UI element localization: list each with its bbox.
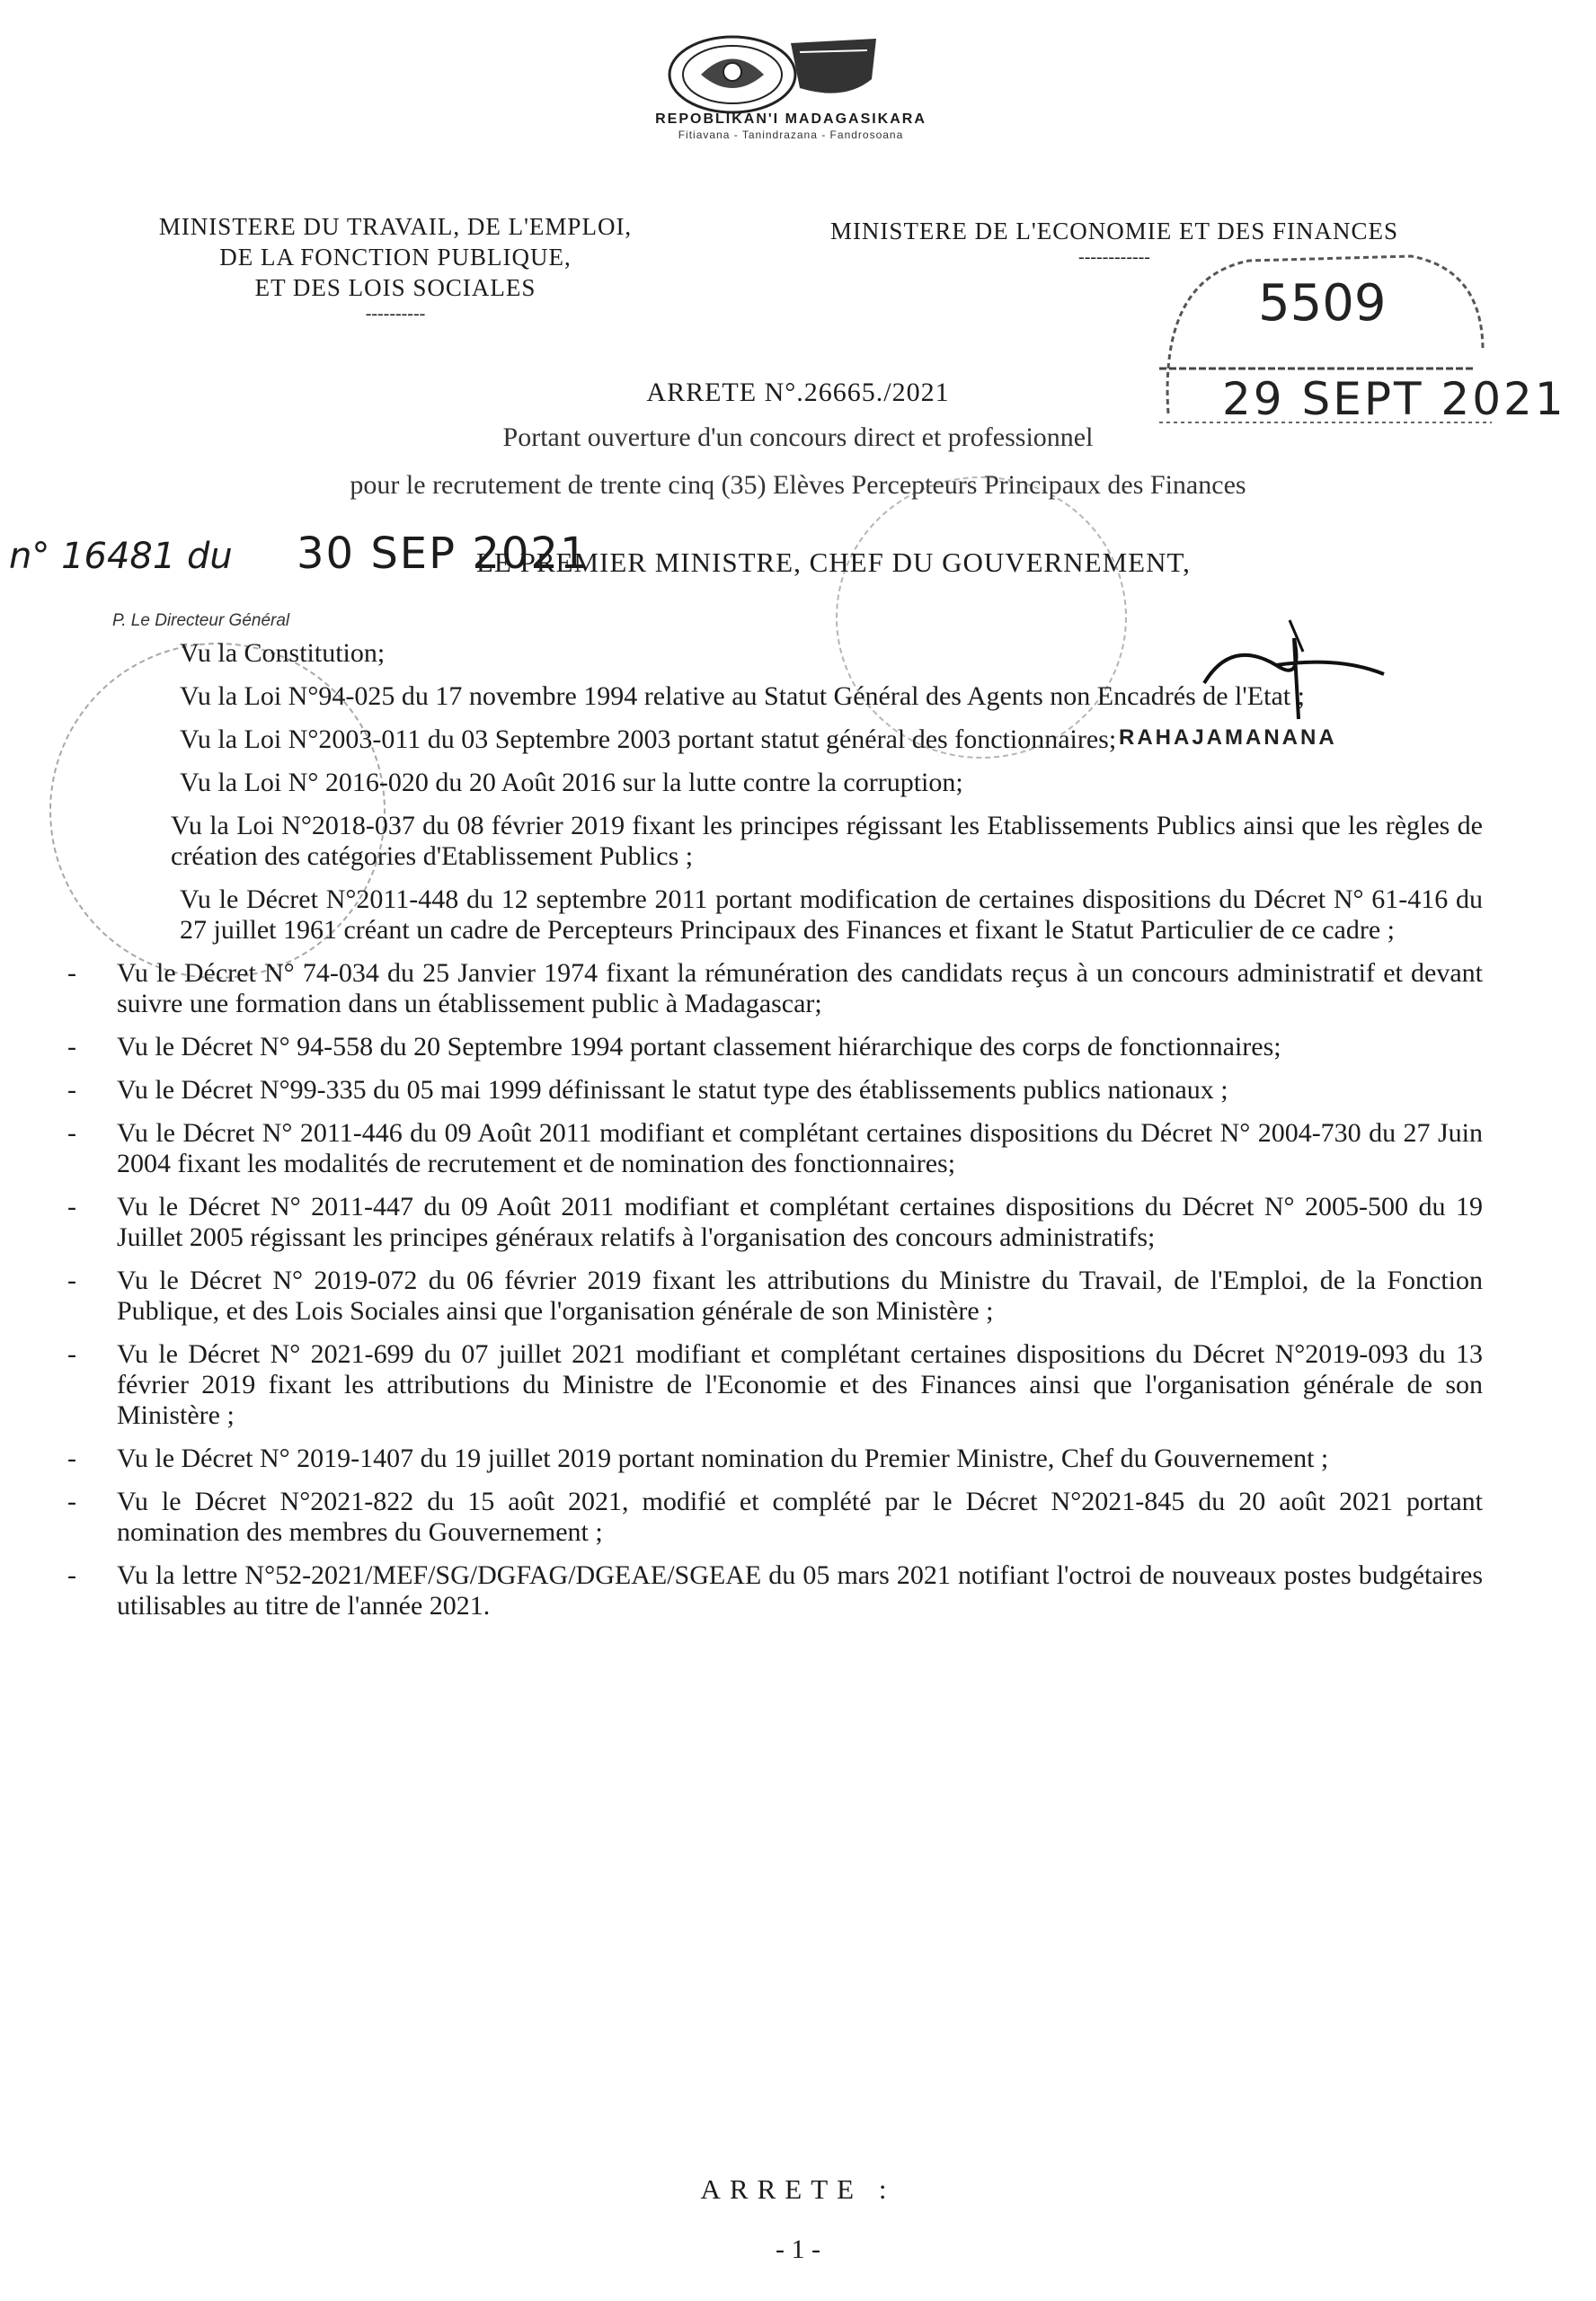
considerant-item: - Vu le Décret N° 2011-446 du 09 Août 2011 modifiant et complétant certaines dispositions du Décret N° 2004-730 du 27 Juin 2004 fixant les modalités de recrutement et de nomination des fonctionnaires; <box>117 1118 1483 1179</box>
republic-name: REPOBLIKAN'I MADAGASIKARA <box>655 111 927 127</box>
republic-motto: Fitiavana - Tanindrazana - Fandrosoana <box>678 129 904 141</box>
considerant-item: - Vu le Décret N° 2019-1407 du 19 juillet 2019 portant nomination du Premier Ministre, Chef du Gouvernement ; <box>117 1444 1483 1474</box>
considerants-list <box>117 638 1483 1634</box>
considerant-item: Vu la Loi N°2003-011 du 03 Septembre 2003 portant statut général des fonctionnaires; <box>180 724 1117 754</box>
arrete-heading: ARRETE : <box>700 2173 896 2205</box>
considerant-item: - Vu la lettre N°52-2021/MEF/SG/DGFAG/DGEAE/SGEAE du 05 mars 2021 notifiant l'octroi de nouveaux postes budgétaires utilisables au titre de l'année 2021. <box>117 1560 1483 1621</box>
registration-number: n° 16481 du <box>9 536 233 577</box>
director-label: P. Le Directeur Général <box>112 611 290 630</box>
ministry-right-line: MINISTERE DE L'ECONOMIE ET DES FINANCES <box>829 218 1399 244</box>
ministry-left-line: ET DES LOIS SOCIALES <box>254 274 536 301</box>
ministry-left-line: DE LA FONCTION PUBLIQUE, <box>219 244 572 271</box>
considerant-item: - Vu le Décret N° 2021-699 du 07 juillet 2021 modifiant et complétant certaines dispositions du Décret N°2019-093 du 13 février 2019 fixant les attributions du Ministre de l'Economie et des Finances ainsi que l'organisation générale de son Ministère ; <box>117 1339 1483 1431</box>
ministry-left <box>108 211 683 324</box>
signatory-name: RAHAJAMANANA <box>1119 725 1337 750</box>
considerant-item: Vu la Loi N°2018-037 du 08 février 2019 fixant les principes régissant les Etablissements Publics ainsi que les règles de création des catégories d'Etablissement Publics ; <box>171 811 1483 871</box>
considerant-item: Vu la Loi N° 2016-020 du 20 Août 2016 sur la lutte contre la corruption; <box>180 768 963 797</box>
separator: ------------ <box>1078 247 1150 267</box>
stamp-date: 29 SEPT 2021 <box>1222 373 1566 425</box>
considerant-item: Vu la Constitution; <box>180 638 386 668</box>
separator: ---------- <box>365 304 426 324</box>
considerant-item: - Vu le Décret N° 94-558 du 20 Septembre 1994 portant classement hiérarchique des corps de fonctionnaires; <box>117 1032 1483 1062</box>
considerant-item: - Vu le Décret N° 2019-072 du 06 février 2019 fixant les attributions du Ministre du Travail, de l'Emploi, de la Fonction Publique, et des Lois Sociales ainsi que l'organisation générale de son Ministère ; <box>117 1266 1483 1327</box>
decree-number: ARRETE N°.26665./2021 <box>646 378 950 407</box>
considerant-item: - Vu le Décret N° 74-034 du 25 Janvier 1974 fixant la rémunération des candidats reçus à un concours administratif et devant suivre une formation dans un établissement public à Madagascar; <box>117 958 1483 1019</box>
page-number: - 1 - <box>776 2234 820 2264</box>
considerant-item: Vu le Décret N°2011-448 du 12 septembre 2011 portant modification de certaines dispositions du Décret N° 61-416 du 27 juillet 1961 créant un cadre de Percepteurs Principaux des Finances et fixant le Statut Particulier de ce cadre ; <box>180 884 1483 945</box>
considerant-item: - Vu le Décret N° 2011-447 du 09 Août 2011 modifiant et complétant certaines dispositions du Décret N° 2005-500 du 19 Juillet 2005 régissant les principes généraux relatifs à l'organisation des concours administratifs; <box>117 1192 1483 1253</box>
stamp-number: 5509 <box>1258 274 1387 333</box>
considerant-item: - Vu le Décret N°2021-822 du 15 août 2021, modifié et complété par le Décret N°2021-845 du 20 août 2021 portant nomination des membres du Gouvernement ; <box>117 1487 1483 1548</box>
decree-subtitle: pour le recrutement de trente cinq (35) Elèves Percepteurs Principaux des Finances <box>350 470 1246 500</box>
considerant-item: Vu la Loi N°94-025 du 17 novembre 1994 relative au Statut Général des Agents non Encadrés de l'Etat ; <box>180 681 1305 711</box>
authority-title: LE PREMIER MINISTRE, CHEF DU GOUVERNEMENT, <box>476 546 1191 578</box>
ministry-left-line: MINISTERE DU TRAVAIL, DE L'EMPLOI, <box>158 213 633 240</box>
considerant-item: - Vu le Décret N°99-335 du 05 mai 1999 définissant le statut type des établissements publics nationaux ; <box>117 1075 1483 1106</box>
registration-date: 30 SEP 2021 <box>297 529 590 579</box>
coat-of-arms-icon <box>665 25 881 124</box>
decree-subtitle: Portant ouverture d'un concours direct et professionnel <box>502 422 1094 452</box>
